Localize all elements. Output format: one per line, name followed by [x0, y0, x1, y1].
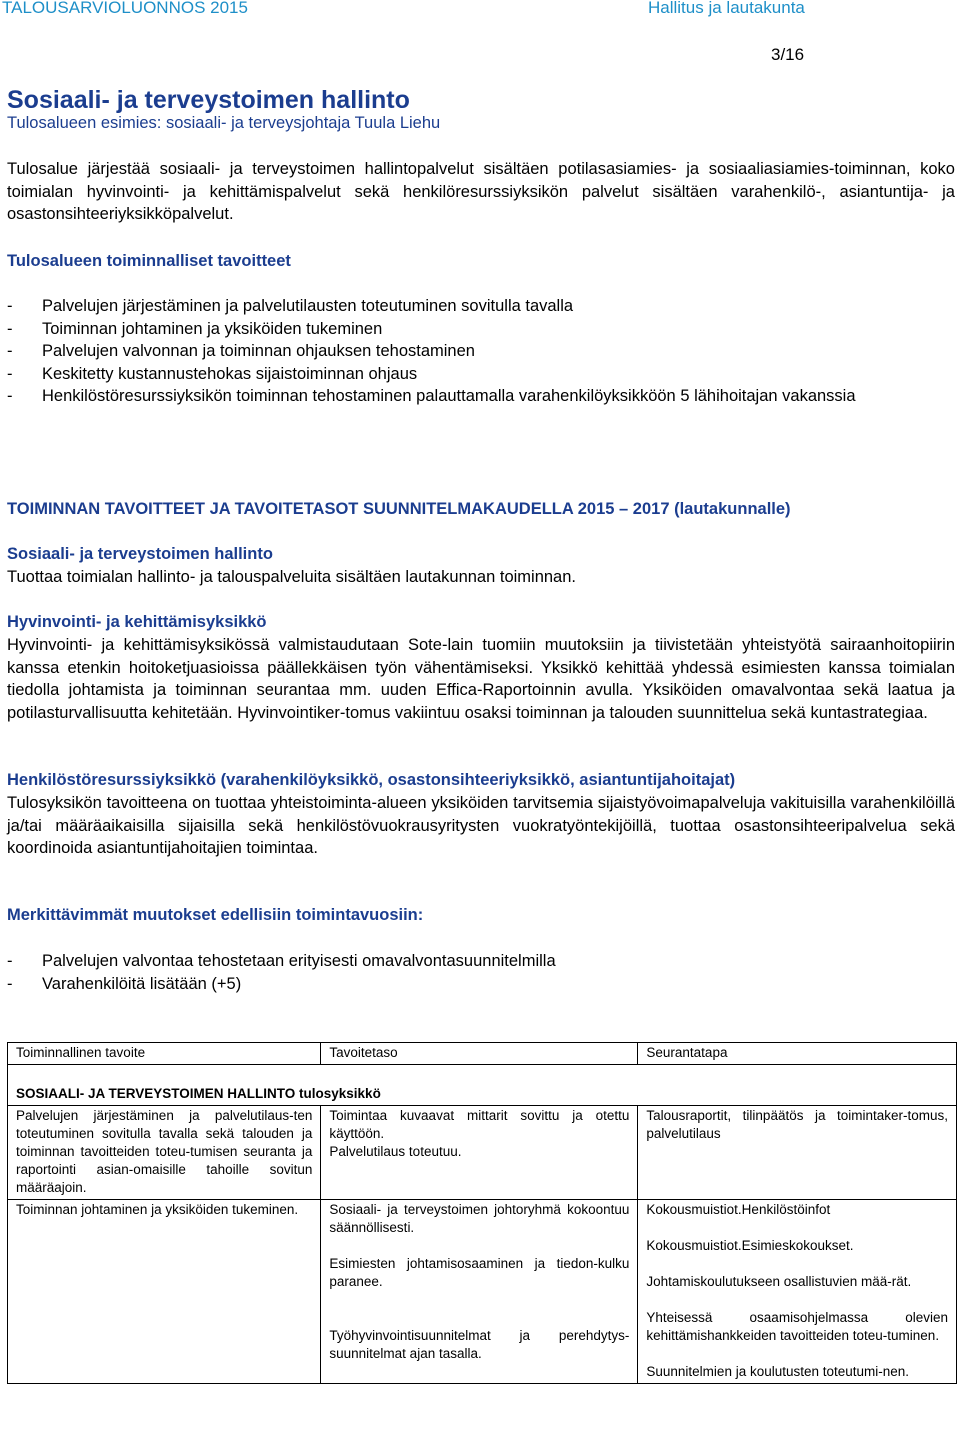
changes-list — [7, 950, 955, 995]
list-item-text: Palvelujen järjestäminen ja palvelutilausten toteutuminen sovitulla tavalla — [42, 297, 574, 315]
table-cell-level — [321, 1106, 638, 1200]
table-cell-level — [321, 1200, 638, 1384]
column-header: Toiminnallinen tavoite — [8, 1043, 321, 1065]
page-subtitle: Tulosalueen esimies: sosiaali- ja terveysjohtaja Tuula Liehu — [7, 114, 441, 132]
page-title: Sosiaali- ja terveystoimen hallinto — [7, 86, 410, 114]
list-item: - Palvelujen valvontaa tehostetaan erityisesti omavalvontasuunnitelmilla — [7, 952, 556, 970]
plan-heading: TOIMINNAN TAVOITTEET JA TAVOITETASOT SUUNNITELMAKAUDELLA 2015 – 2017 (lautakunnalle) — [7, 500, 791, 518]
follow-item: Yhteisessä osaamisohjelmassa olevien kehittämishankkeiden tavoitteiden toteu-tuminen. — [646, 1310, 948, 1343]
section-heading: Sosiaali- ja terveystoimen hallinto — [7, 545, 273, 563]
follow-item: Talousraportit, tilinpäätös ja toimintaker-tomus, palvelutilaus — [646, 1108, 948, 1141]
list-item: - Palvelujen valvonnan ja toiminnan ohjauksen tehostaminen — [7, 342, 475, 360]
table-row — [8, 1106, 957, 1200]
page-header — [0, 0, 960, 26]
list-item-text: Henkilöstöresurssiyksikön toiminnan tehostaminen palauttamalla varahenkilöyksikköön 5 lähihoitajan vakanssia — [42, 387, 856, 405]
table-header-row — [8, 1043, 957, 1065]
changes-heading: Merkittävimmät muutokset edellisiin toimintavuosiin: — [7, 906, 424, 924]
header-section-title: Hallitus ja lautakunta — [648, 0, 805, 17]
list-item: - Varahenkilöitä lisätään (+5) — [7, 974, 242, 993]
section-text: Tulosyksikön tavoitteena on tuottaa yhteistoiminta-alueen yksiköiden tarvitsemia sijaistyövoimapalveluja vakituisilla varahenkilöillä ja/tai määräaikaisilla sijaisilla sekä henkilöstövuokrausyritysten vuokratyöntekijöillä, tuottaa osastonsihteeripalvelua sekä koordinoida asiantuntijahoitajien toimintaa. — [7, 794, 955, 857]
section-heading: Hyvinvointi- ja kehittämisyksikkö — [7, 613, 267, 631]
section-text: Hyvinvointi- ja kehittämisyksikössä valmistaudutaan Sote-lain tuomiin muutoksiin ja tiivistetään yhteistyötä sairaanhoitopiirin kanssa etenkin hoitoketjuasioissa päällekkäisen työn vähentämiseksi. Yksikkö kehittää yhdessä esimiesten kanssa toimialan tiedolla johtamista ja toiminnan seurantaa mm. uuden Effica-Raportoinnin avulla. Yksiköiden omavalvontaa sekä laatua ja potilasturvallisuutta kehitetään. Hyvinvointiker-tomus vakiintuu osaksi toiminnan ja talouden suunnittelua sekä kuntastrategiaa. — [7, 636, 955, 722]
list-item-text: Palvelujen valvontaa tehostetaan erityisesti omavalvontasuunnitelmilla — [42, 952, 556, 970]
group-title-text: SOSIAALI- JA TERVEYSTOIMEN HALLINTO tulosyksikkö — [16, 1086, 381, 1101]
header-document-title: TALOUSARVIOLUONNOS 2015 — [2, 0, 248, 17]
follow-item: Kokousmuistiot.Henkilöstöinfot — [646, 1202, 831, 1217]
list-item-text: Palvelujen valvonnan ja toiminnan ohjauksen tehostaminen — [42, 342, 475, 360]
column-header: Tavoitetaso — [321, 1043, 638, 1065]
goals-table — [7, 1042, 957, 1384]
list-item: - Keskitetty kustannustehokas sijaistoiminnan ohjaus — [7, 364, 418, 383]
goals-heading: Tulosalueen toiminnalliset tavoitteet — [7, 252, 291, 270]
list-item-text: Varahenkilöitä lisätään (+5) — [42, 974, 242, 993]
column-header: Seurantatapa — [638, 1043, 957, 1065]
list-item: - Toiminnan johtaminen ja yksiköiden tukeminen — [7, 319, 383, 338]
follow-item: Johtamiskoulutukseen osallistuvien mää-rät. — [646, 1274, 912, 1289]
level-item: Sosiaali- ja terveystoimen johtoryhmä kokoontuu säännöllisesti. — [329, 1202, 630, 1235]
table-cell-follow — [638, 1106, 957, 1200]
level-item: Toimintaa kuvaavat mittarit sovittu ja otettu käyttöön. — [329, 1108, 630, 1141]
follow-item: Suunnitelmien ja koulutusten toteutumi-nen. — [646, 1364, 910, 1379]
level-item: Esimiesten johtamisosaaminen ja tiedon-kulku paranee. — [329, 1256, 630, 1289]
intro-paragraph: Tulosalue järjestää sosiaali- ja terveystoimen hallintopalvelut sisältäen potilasasiamies- ja sosiaaliasiamies-toiminnan, koko toimialan hyvinvointi- ja kehittämispalvelut sekä henkilöresurssiyksikön palvelut sisältäen varahenkilö-, asiantuntija- ja osastonsihteeriyksikköpalvelut. — [7, 160, 955, 223]
table-cell-goal: Palvelujen järjestäminen ja palvelutilaus-ten toteutuminen sovitulla tavalla sekä talouden ja toiminnan tavoitteiden toteu-tumisen seuranta ja raportointi asian-omaisille tahoille sovitun määräajoin. — [8, 1106, 321, 1200]
section-text: Tuottaa toimialan hallinto- ja talouspalveluita sisältäen lautakunnan toiminnan. — [7, 568, 576, 586]
table-cell-follow — [638, 1200, 957, 1384]
table-cell-goal: Toiminnan johtaminen ja yksiköiden tukeminen. — [8, 1200, 321, 1384]
table-row — [8, 1200, 957, 1384]
level-item: Työhyvinvointisuunnitelmat ja perehdytys-suunnitelmat ajan tasalla. — [329, 1328, 630, 1361]
list-item: - Henkilöstöresurssiyksikön toiminnan tehostaminen palauttamalla varahenkilöyksikköön 5 lähihoitajan vakanssia — [7, 387, 856, 405]
section-heading: Henkilöstöresurssiyksikkö (varahenkilöyksikkö, osastonsihteeriyksikkö, asiantuntijahoitajat) — [7, 771, 736, 789]
table-group-row — [8, 1065, 957, 1106]
list-item-text: Keskitetty kustannustehokas sijaistoiminnan ohjaus — [42, 364, 418, 383]
list-item-text: Toiminnan johtaminen ja yksiköiden tukeminen — [42, 319, 383, 338]
follow-item: Kokousmuistiot.Esimieskokoukset. — [646, 1238, 854, 1253]
goals-list — [7, 295, 955, 408]
page-number: 3/16 — [771, 45, 805, 64]
list-item: - Palvelujen järjestäminen ja palvelutilausten toteutuminen sovitulla tavalla — [7, 297, 574, 315]
table-group-title — [8, 1065, 957, 1106]
level-item: Palvelutilaus toteutuu. — [329, 1144, 462, 1159]
